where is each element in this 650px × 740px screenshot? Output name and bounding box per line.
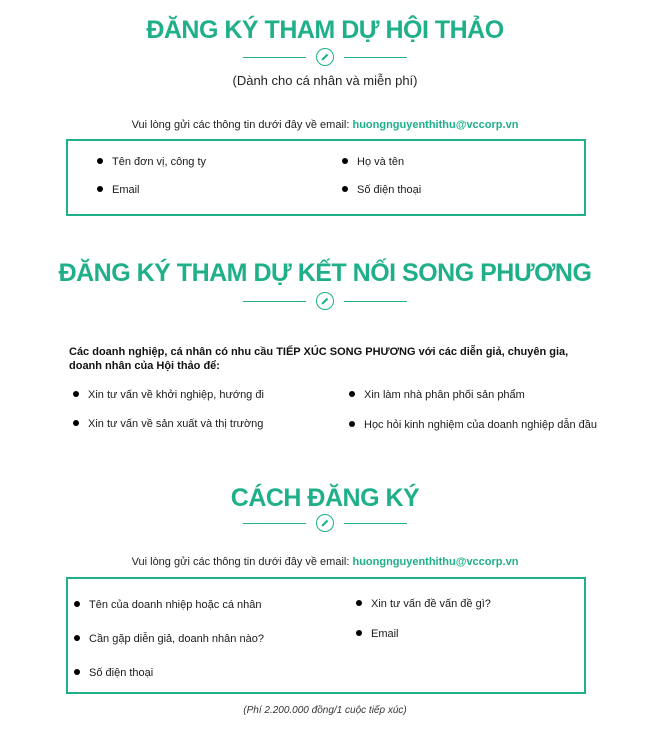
pencil-icon [316,514,334,532]
section1-info-box [66,139,586,216]
section3-divider [243,514,407,534]
list-item: Tên đơn vị, công ty [97,156,206,168]
pencil-icon [316,292,334,310]
email-link[interactable]: huongnguyenthithu@vccorp.vn [352,556,519,568]
list-item: Xin tư vấn về khởi nghiệp, hướng đi [73,389,264,401]
email-prefix: Vui lòng gửi các thông tin dưới đây về email: [131,556,350,568]
list-item: Số điện thoại [342,184,421,196]
section3-title: CÁCH ĐĂNG KÝ [230,484,420,512]
section2-title: ĐĂNG KÝ THAM DỰ KẾT NỐI SONG PHƯƠNG [58,259,592,287]
email-prefix: Vui lòng gửi các thông tin dưới đây về email: [131,119,350,131]
list-item: Xin tư vấn đề vấn đề gì? [356,598,491,610]
section1-title: ĐĂNG KÝ THAM DỰ HỘI THẢO [146,16,504,44]
list-item: Xin làm nhà phân phối sản phẩm [349,389,525,401]
section2-intro: Các doanh nghiệp, cá nhân có nhu cầu TIẾP XÚC SONG PHƯƠNG với các diễn giả, chuyên gia, doanh nhân của Hội thảo để: [69,346,569,372]
list-item: Email [356,628,399,640]
fee-note: (Phí 2.200.000 đồng/1 cuộc tiếp xúc) [243,705,407,716]
section1-divider [243,48,407,68]
list-item: Họ và tên [342,156,404,168]
list-item: Tên của doanh nhiệp hoặc cá nhân [74,599,261,611]
email-link[interactable]: huongnguyenthithu@vccorp.vn [352,119,519,131]
list-item: Cần gặp diễn giả, doanh nhân nào? [74,633,264,645]
section3-email-line [0,556,650,568]
list-item: Số điện thoại [74,667,153,679]
list-item: Xin tư vấn về sản xuất và thị trường [73,418,263,430]
list-item: Email [97,184,140,196]
pencil-icon [316,48,334,66]
section1-email-line [0,119,650,131]
section2-divider [243,292,407,312]
list-item: Học hỏi kinh nghiệm của doanh nghiệp dẫn đầu [349,419,597,431]
section1-subtitle: (Dành cho cá nhân và miễn phí) [232,73,418,88]
section3-info-box [66,577,586,694]
